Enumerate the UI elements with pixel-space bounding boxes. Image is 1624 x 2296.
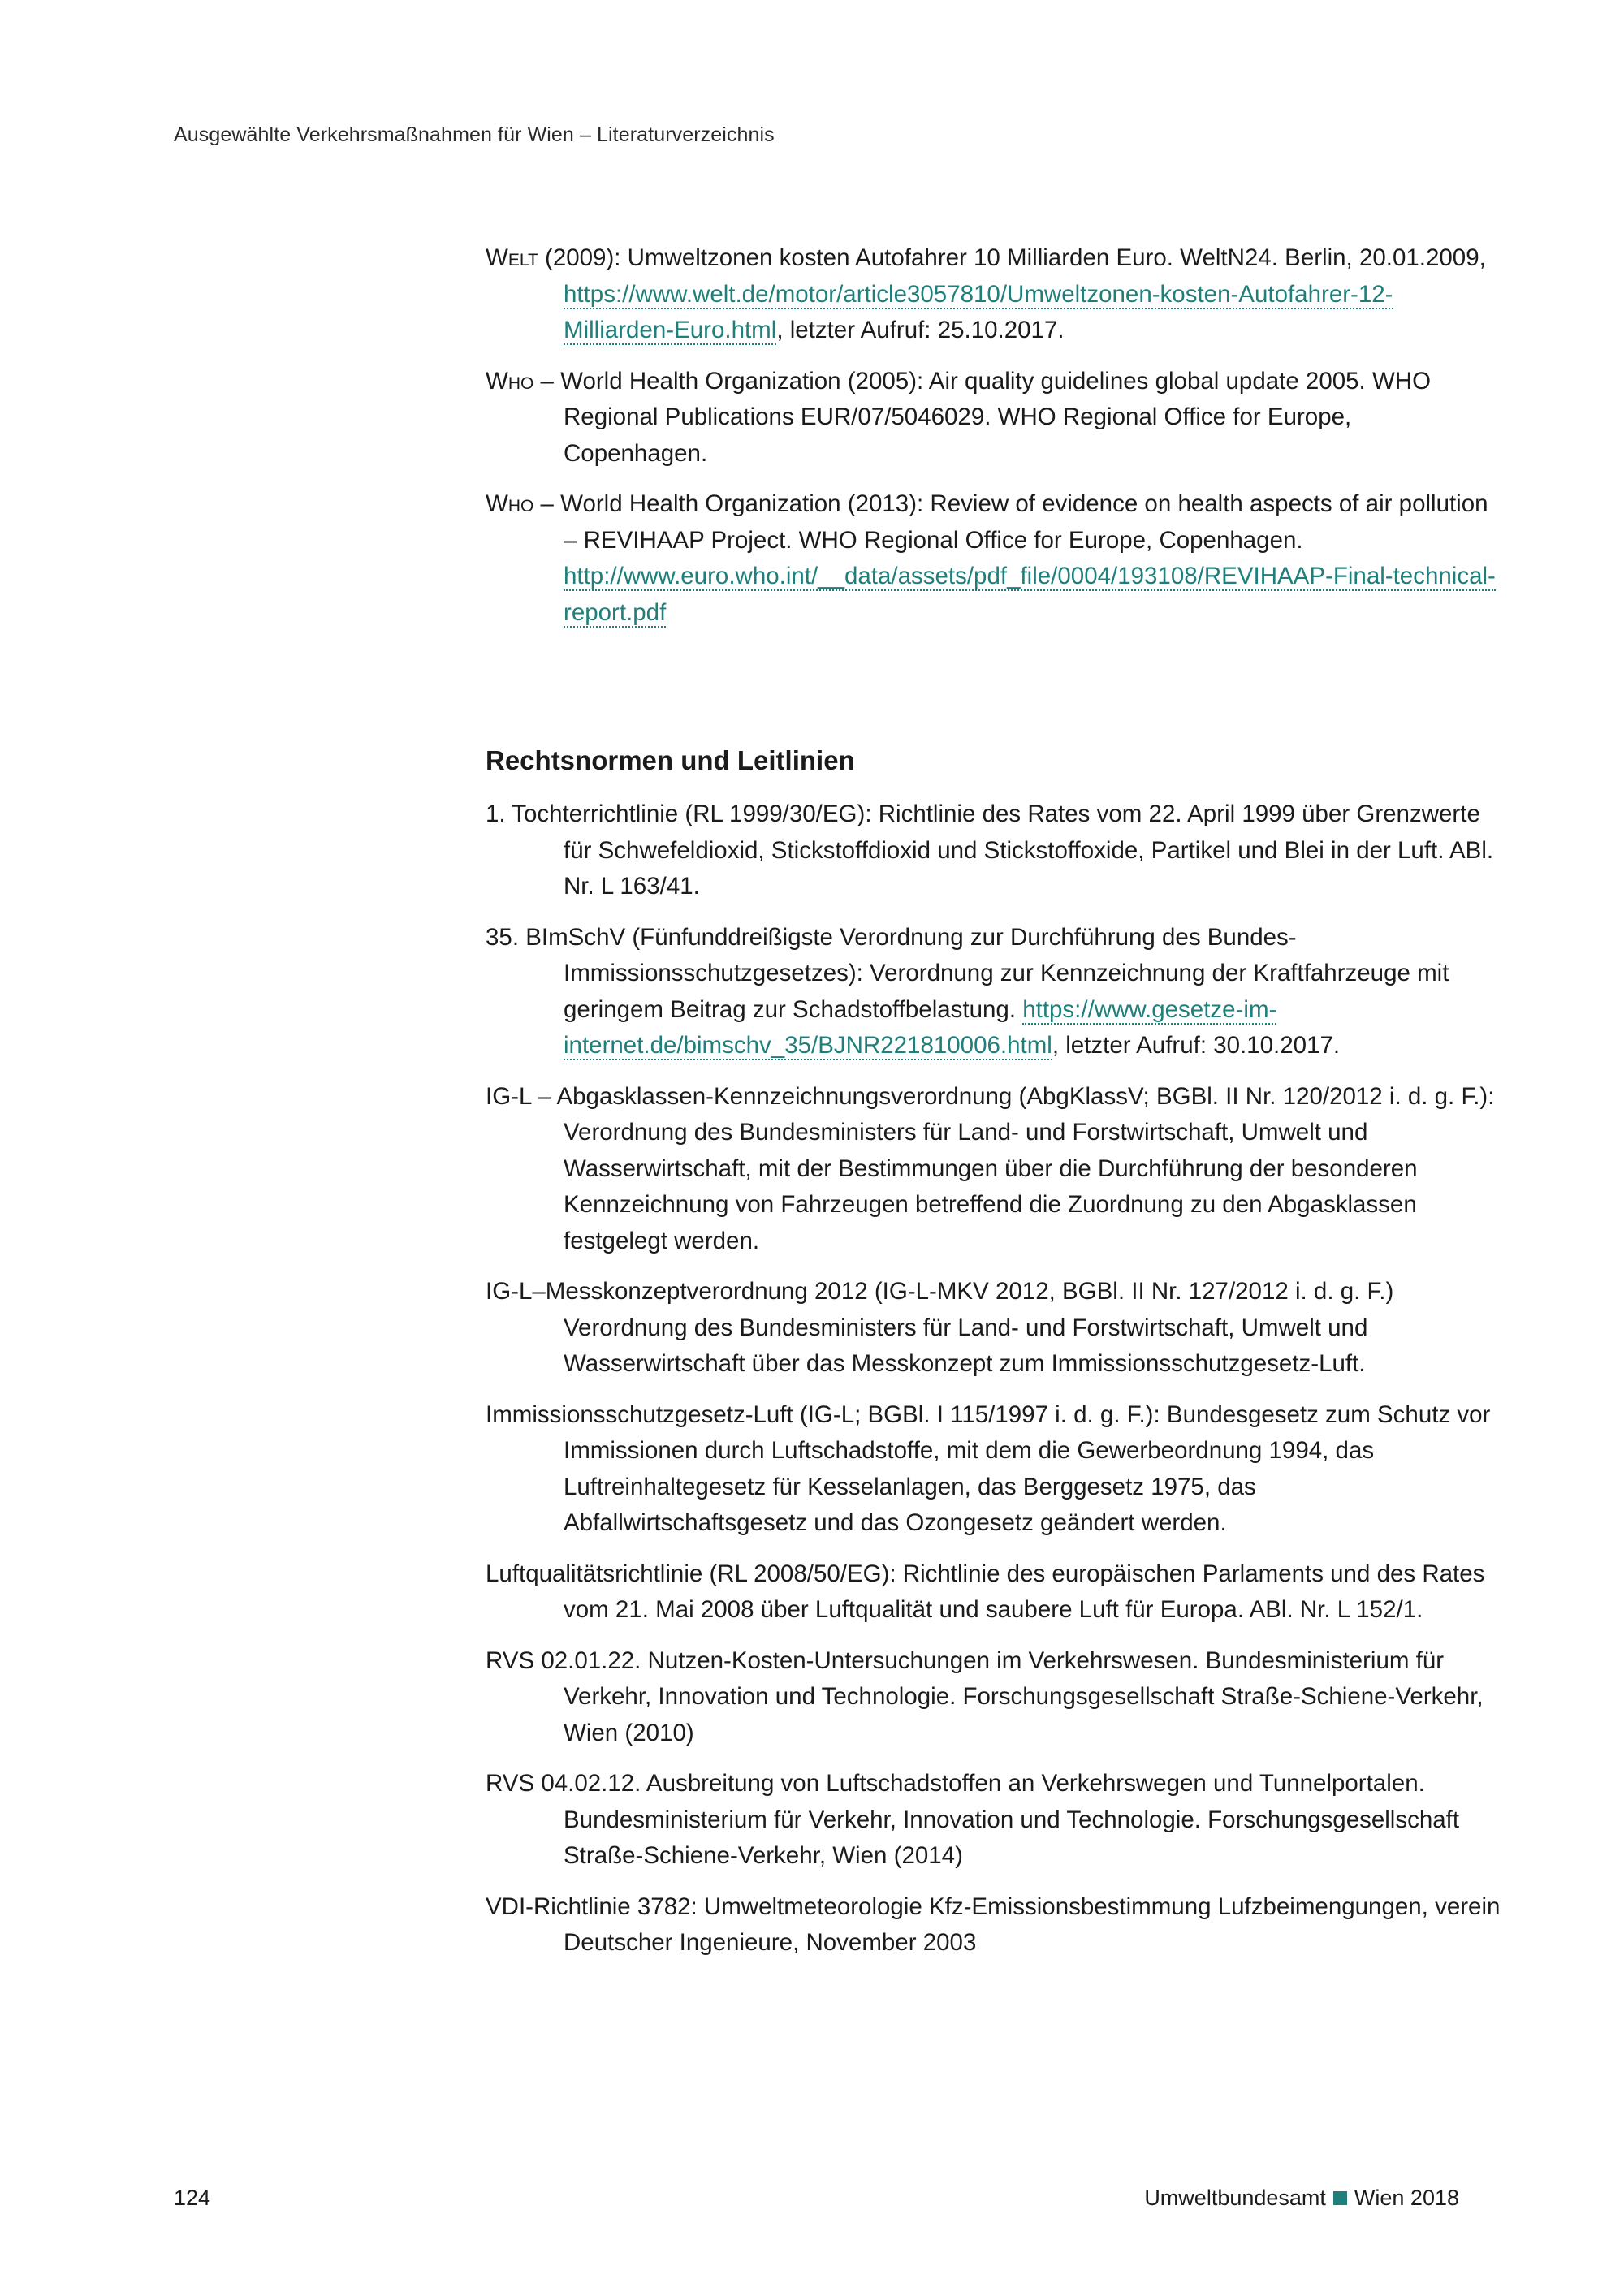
reference-entry [486,1274,1501,1383]
reference-author: Who [486,490,534,517]
reference-entry [486,240,1501,349]
footer-publisher [1144,2186,1459,2211]
place-year: Wien 2018 [1354,2186,1459,2210]
reference-text: – World Health Organization (2013): Review of evidence on health aspects of air pollution – REVIHAAP Project. WHO Regional Office for Europe, Copenhagen. [533,490,1488,554]
reference-entry [486,1643,1501,1752]
reference-author: Who [486,367,534,395]
reference-entry [486,1397,1501,1542]
section-gap [486,645,1501,743]
references-top [486,240,1501,631]
running-header: Ausgewählte Verkehrsmaßnahmen für Wien – Literaturverzeichnis [174,123,775,146]
reference-text: RVS 02.01.22. Nutzen-Kosten-Untersuchungen im Verkehrswesen. Bundesministerium für Verkehr, Innovation und Technologie. Forschungsgesellschaft Straße-Schiene-Verkehr, Wien (2010) [486,1646,1484,1746]
reference-entry [486,1079,1501,1260]
section-heading: Rechtsnormen und Leitlinien [486,745,855,775]
reference-text: RVS 04.02.12. Ausbreitung von Luftschadstoffen an Verkehrswegen und Tunnelportalen. Bundesministerium für Verkehr, Innovation und Technologie. Forschungsgesellschaft Straße-Schiene-Verkehr, Wien (2014) [486,1770,1460,1869]
reference-text: Immissionsschutzgesetz-Luft (IG-L; BGBl. I 115/1997 i. d. g. F.): Bundesgesetz zum Schutz vor Immissionen durch Luftschadstoffe, mit dem die Gewerbeordnung 1994, das Luftreinhaltegesetz für Kesselanlagen, das Berggesetz 1975, das Abfallwirtschaftsgesetz und das Ozongesetz geändert werden. [486,1400,1491,1536]
reference-text: 35. BImSchV (Fünfunddreißigste Verordnung zur Durchführung des Bundes-Immissionsschutzgesetzes): Verordnung zur Kennzeichnung der Kraftfahrzeuge mit geringem Beitrag zur Schadstoffbelastung. [486,923,1449,1023]
reference-text: 1. Tochterrichtlinie (RL 1999/30/EG): Richtlinie des Rates vom 22. April 1999 über Grenzwerte für Schwefeldioxid, Stickstoffdioxid und Stickstoffoxide, Partikel und Blei in der Luft. ABl. Nr. L 163/41. [486,801,1494,900]
reference-entry [486,920,1501,1064]
reference-text: VDI-Richtlinie 3782: Umweltmeteorologie Kfz-Emissionsbestimmung Lufzbeimengungen, verein Deutscher Ingenieure, November 2003 [486,1892,1501,1956]
reference-text: – World Health Organization (2005): Air quality guidelines global update 2005. WHO Regional Publications EUR/07/5046029. WHO Regional Office for Europe, Copenhagen. [533,367,1432,467]
square-bullet-icon [1333,2191,1347,2205]
reference-entry [486,364,1501,473]
reference-entry [486,796,1501,905]
reference-text: Luftqualitätsrichtlinie (RL 2008/50/EG): Richtlinie des europäischen Parlaments und des Rates vom 21. Mai 2008 über Luftqualität und saubere Luft für Europa. ABl. Nr. L 152/1. [486,1560,1485,1623]
reference-link[interactable]: https://www.welt.de/motor/article3057810/Umweltzonen-kosten-Autofahrer-12-Milliarden-Euro.html [564,280,1393,343]
reference-text: IG-L – Abgasklassen-Kennzeichnungsverordnung (AbgKlassV; BGBl. II Nr. 120/2012 i. d. g. F.): Verordnung des Bundesministers für Land- und Forstwirtschaft, Umwelt und Wasserwirtschaft, mit der Bestimmungen über die Durchführung der besonderen Kennzeichnung von Fahrzeugen betreffend die Zuordnung zu den Abgasklassen festgelegt werden. [486,1082,1495,1254]
reference-link[interactable]: https://www.gesetze-im-internet.de/bimschv_35/BJNR221810006.html [564,995,1277,1059]
reference-text-end: , letzter Aufruf: 25.10.2017. [776,317,1065,343]
reference-entry [486,1556,1501,1629]
reference-entry [486,1889,1501,1962]
reference-link[interactable]: http://www.euro.who.int/__data/assets/pdf_file/0004/193108/REVIHAAP-Final-technical-report.pdf [564,563,1496,626]
publisher-name: Umweltbundesamt [1144,2186,1326,2210]
references-legal [486,796,1501,1962]
reference-entry [486,1766,1501,1875]
reference-text-end: , letzter Aufruf: 30.10.2017. [1052,1032,1341,1059]
reference-entry [486,486,1501,631]
bibliography-content [486,240,1501,1976]
reference-text: (2009): Umweltzonen kosten Autofahrer 10 Milliarden Euro. WeltN24. Berlin, 20.01.2009, [538,244,1486,271]
reference-text: IG-L–Messkonzeptverordnung 2012 (IG-L-MKV 2012, BGBl. II Nr. 127/2012 i. d. g. F.) Verordnung des Bundesministers für Land- und Forstwirtschaft, Umwelt und Wasserwirtschaft über das Messkonzept zum Immissionsschutzgesetz-Luft. [486,1278,1394,1377]
page-number: 124 [174,2186,211,2210]
reference-author: Welt [486,244,538,271]
